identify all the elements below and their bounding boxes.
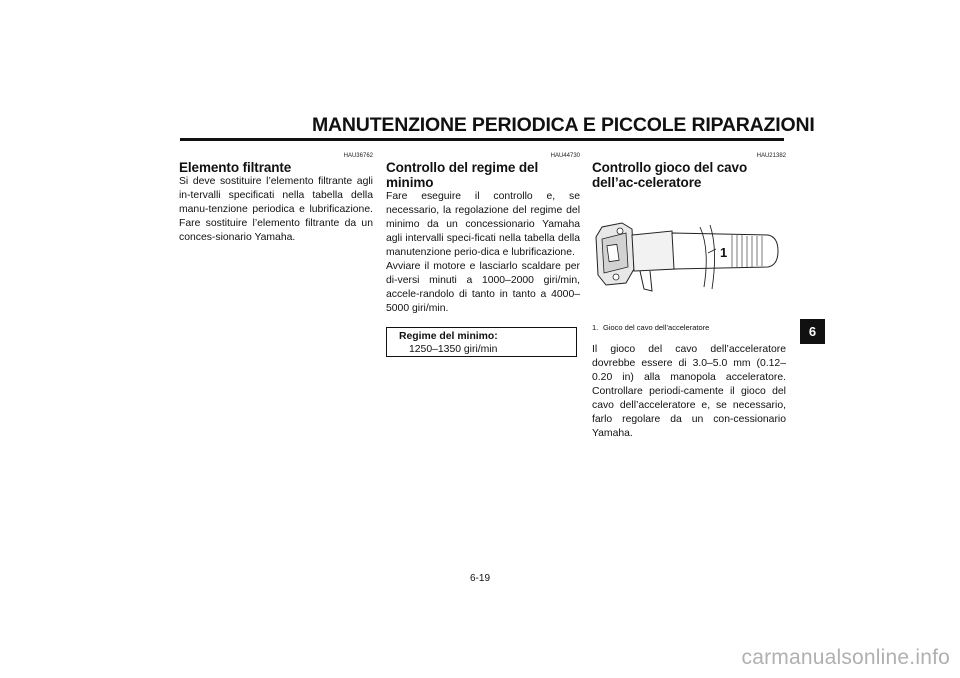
- section-code: HAU21382: [756, 153, 786, 159]
- section-air-filter: [179, 153, 373, 245]
- spec-label: Regime del minimo:: [399, 331, 498, 342]
- section-throttle-cable: [592, 153, 786, 441]
- section-idle-speed: [386, 153, 580, 357]
- section-title: Controllo gioco del cavo dell’ac-celeratore: [592, 160, 748, 190]
- figure-caption: [592, 323, 786, 333]
- section-paragraph: Fare eseguire il controllo e, se necessario, la regolazione del regime del minimo da un concessionario Yamaha agli intervalli speci-ficati nella tabella della manutenzione perio-dica e lubrificazione.: [386, 191, 580, 258]
- section-code: HAU44730: [550, 153, 580, 159]
- caption-text: Gioco del cavo dell’acceleratore: [603, 323, 710, 332]
- spec-box: [386, 327, 577, 357]
- page-number: 6-19: [469, 573, 490, 584]
- figure-callout: 1: [720, 245, 728, 260]
- caption-number: 1.: [592, 323, 599, 332]
- header-rule: [180, 138, 784, 141]
- page-header-title: MANUTENZIONE PERIODICA E PICCOLE RIPARAZIONI: [312, 114, 815, 136]
- section-code: HAU36762: [343, 153, 373, 159]
- throttle-grip-figure: [592, 209, 786, 299]
- section-body: Si deve sostituire l’elemento filtrante agli in-tervalli specificati nella tabella della manu-tenzione periodica e lubrificazione. Fare sostituire l’elemento filtrante da un conces-sionario Yamaha.: [179, 176, 373, 243]
- section-title: Controllo del regime del minimo: [386, 160, 539, 190]
- watermark: carmanualsonline.info: [741, 646, 950, 669]
- chapter-tab: 6: [800, 319, 825, 344]
- throttle-grip-illustration: [592, 209, 786, 299]
- section-body: Il gioco del cavo dell’acceleratore dovrebbe essere di 3.0–5.0 mm (0.12–0.20 in) alla manopola acceleratore. Controllare periodi-camente il gioco del cavo dell’acceleratore e, se necessario, farlo regolare da un con-cessionario Yamaha.: [592, 344, 786, 439]
- section-title: Elemento filtrante: [179, 160, 292, 175]
- section-paragraph: Avviare il motore e lasciarlo scaldare per di-versi minuti a 1000–2000 giri/min, accele-randolo di tanto in tanto a 4000–5000 giri/min.: [386, 261, 580, 314]
- spec-value: 1250–1350 giri/min: [409, 343, 498, 355]
